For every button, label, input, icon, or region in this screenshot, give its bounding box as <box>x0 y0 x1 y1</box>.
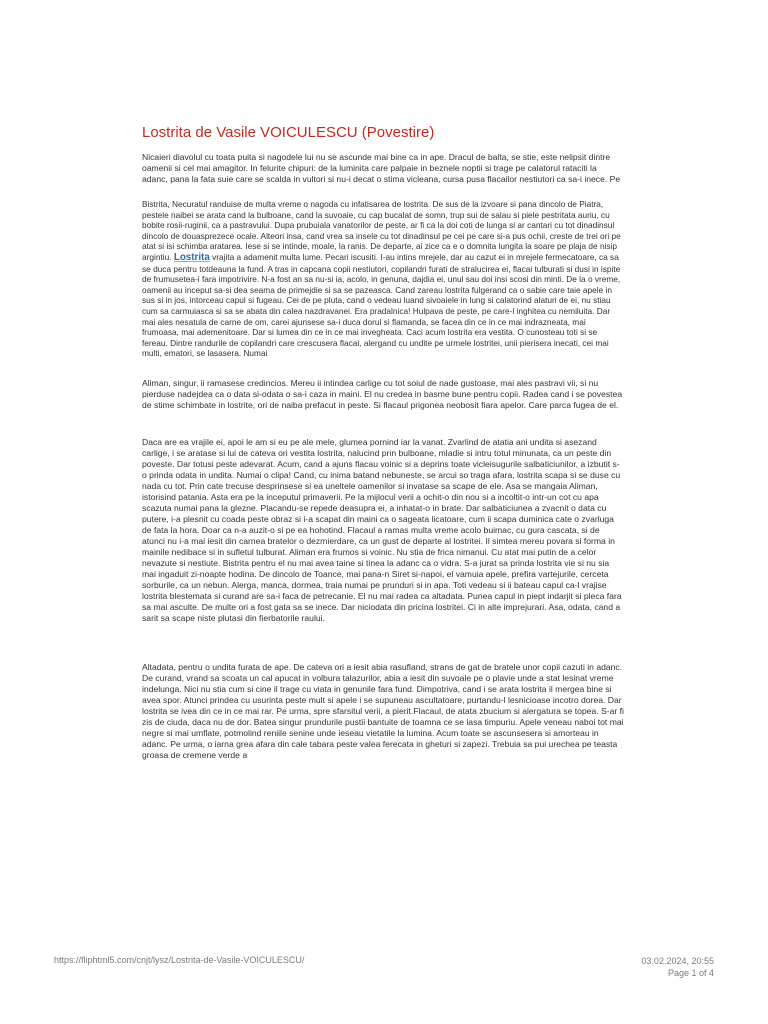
paragraph-5: Altadata, pentru o undita furata de ape. De cateva ori a iesit abia rasufland, strans de gat de bratele unor copii cazuti in adanc. De curand, vrand sa scoata un cal apucat in volbura talazurilor, abia a iesit din suvoale pe o plavie unde a stat lesinat vreme indelunga. Nici nu stia cum si cine il trage cu viata in genunile fara fund. Dimpotriva, cand i se arata lostrita il mergea bine si avea spor. Atunci prindea cu usurinta peste mult si apele i se supuneau ascultatoare, purtandu-l lesnicioase incotro dorea. Dar lostrita se ivea din ce in ce mai rar. Pe urma, spre sfarsitul verii, a pierit.Flacaul, de atata zbucium si alergatura se topea. S-ar fi zis de ciuda, daca nu de dor. Batea singur prundurile pustii bantuite de toamna ce se lasa timpuriu. Apele veneau naboi tot mai negre si mai umflate, potmolind reniile senine unde ieseau vietatile la lumina. Acum toate se ascunsesera si amorteau in adanc. Pe urma, o iarna grea afara din cale tabara peste valea ferecata in gheturi si zapezi. Trebuia sa pui urechea pe teasta groasa de cremene verde a <box>142 662 624 760</box>
paragraph-2 <box>142 199 624 359</box>
paragraph-1: Nicaieri diavolul cu toata puita si nagodele lui nu se ascunde mai bine ca in ape. Dracul de balta, se stie, este nelipsit dintre oamenii si cel mai amagitor. In felurite chipuri: de la luminita care palpaie in beznele noptii si trage pe calatorul rataciti la adanc, pana la fata suie care se scalda in vultori si nu-i decat o stima vicleana, cursa pusa flacailor nestiutori ca sa-i inece. Pe <box>142 152 621 184</box>
footer-datetime: 03.02.2024, 20:55 <box>641 956 714 966</box>
paragraph-3: Aliman, singur, ii ramasese credincios. Mereu ii intindea carlige cu tot soiul de nade gustoase, mai ales pastravi vii, si nu pierduse nadejdea ca o data si-odata o sa-i caza in maini. El nu credea in basme bune pentru copii. Radea cand i se povestea de stime schimbate in lostrite, ori de naiba prefacut in peste. Si flacaul prigonea neobosit fiara apelor. Care parca fugea de el. <box>142 378 623 410</box>
paragraph-2-text: Bistrita, Necuratul randuise de multa vreme o nagoda cu infatisarea de lostrita. De sus de la izvoare si pana dincolo de Piatra, pestele naibei se arata cand la bulboane, cand la suvoaie, cu cap bucalat de somn, trup sui de salau si piele pestritata auriu, cu bobite rosii-ruginii, ca a pastravului. Dupa prubuiala vanatorilor de peste, ar fi ca la doi coti de lunga si ar cantari cu tot dinadinsul dincolo de douasprezece ocale. Alteori insa, cand vrea sa insele cu tot dinadinsul pe cei pe care si-a pus ochii, creste de trei ori pe atat si isi schimba aratarea. Iese si se intinde, moale, la ranis. De departe, ai zice ca e o domnita lungita la soare pe plaja de nisip argintiu. <box>142 199 621 262</box>
footer-meta <box>641 955 714 979</box>
document-title: Lostrita de Vasile VOICULESCU (Povestire) <box>142 124 435 141</box>
paragraph-4: Daca are ea vrajile ei, apoi le am si eu pe ale mele, glumea pornind iar la vanat. Zvarlind de atatia ani undita si asezand carlige, i se aratase si lui de cateva ori vestita lostrita, nalucind prin bulboane, mladie si intru totul minunata, ca un peste din poveste. Dar totusi peste adevarat. Acum, cand a ajuns flacau voinic si a deprins toate vicleisugurile salbaticiunilor, a izbutit s-o prinda odata in undita. Numai o clipa! Cand, cu inima batand nebuneste, se arcui so traga afara, lostrita scapa si se duse cu nada cu tot. Prin cate trecuse desprinsese si ea uneltele oamenilor si invatase sa scape de ele. Asa se mangaia Aliman, istorisind patania. Asta era pe la inceputul primaverii. Pe la mijlocul verii a ochit-o din nou si a incoltit-o intr-un cot cu apa scazuta numai pana la glezne. Placandu-se repede deasupra ei, a inhatat-o in brate. Dar salbaticiunea a zvacnit o data cu putere, i-a plesnit cu coada peste obraz si i-a scapat din maini ca o sageata licatoare, cum ii scapa duminica cate o zvarluga de fata la hora. Doar ca n-a auzit-o si pe ea hohotind. Flacaul a ramas multa vreme acolo buimac, cu gura cascata, si de atunci nu i-a mai iesit din carnea bratelor o dezmierdare, ca un gust de departe al lostritei. Il simtea mereu povara si forma in mainile nedibace si in sufletul tulburat. Aliman era frumos si voinic. Nu stia de frica nimanui. Cu atat mai putin de a celor nevazute si nestiute. Bistrita pentru el nu mai avea taine si tinea la adanc ca o vidra. S-a jurat sa prinda lostrita vie si nu sia mai ingaduit zi-noapte hodina. De dincolo de Toance, mai pana-n Siret si-napoi, el vamuia apele, prefira vartejurile, cerceta sorburile, ca un nebun. Alerga, manca, dormea, traia numai pe prunduri si in apa. Toti vedeau si ii bateau capul ca-l vrajise lostrita blestemata si curand are sa-i faca de petrecanie. El nu mai radea ca altadata. Punea capul in piept indarjit si pleca fara sa mai asculte. De multe ori a fost gata sa se inece. Dar niciodata din pricina lostritei. Ci in alte imprejurari. Asa, odata, cand a sarit sa scape niste plutasi din fierbatorile raului. <box>142 437 622 623</box>
paragraph-2-continued: vrajita a adamenit multa lume. Pecari iscusiti. I-au intins mrejele, dar au cazut ei in mrejele fermecatoare, ca sa se duca pentru totdeauna la fund. A tras in capcana copii nestiutori, copilandri furati de stralucirea ei, flacai tulburati si dusi in ispite de frumusetea-i fara impotrivire. N-a fost an sa nu-si ia, acolo, in genuna, dajdia ei, unul sau doi insi scosi din minti. De la o vreme, oamenii au inceput sa-si dea seama de primejdie si sa se pazeasca. Cand zareau lostrita fulgerand ca o sabie care taie apele in sus si in jos, intorceau capul si fugeau. Cei de pe pluta, cand o vedeau luand sivoaiele in lung si calatorind alaturi de ei, nu stiau cum sa carmuiasca si sa se abata din calea nazdravanei. Era pradalnica! Hulpava de peste, pe care-l inghitea cu nemiluita. Dar mai ales nesatula de carne de om, carei ajunsese sa-i duca dorul si flamanda, se facea din ce in ce mai indrazneata, mai frumoasa, mai ademenitoare. Dar si lumea din ce in ce mai invegheata. Caci acum lostrita era vestita. O cunosteau toti si se fereau. Dintre randurile de copilandri care crescusera flacai, alergand cu undite pe urmele lostritei, unii pierisera inecati, cei mai multi, ematori, se lasasera. Numai <box>142 251 621 359</box>
footer-url: https://fliphtml5.com/cnjt/lysz/Lostrita-de-Vasile-VOICULESCU/ <box>54 955 305 965</box>
lostrita-link[interactable]: Lostrita <box>173 251 210 263</box>
footer-page-number: Page 1 of 4 <box>667 968 714 978</box>
